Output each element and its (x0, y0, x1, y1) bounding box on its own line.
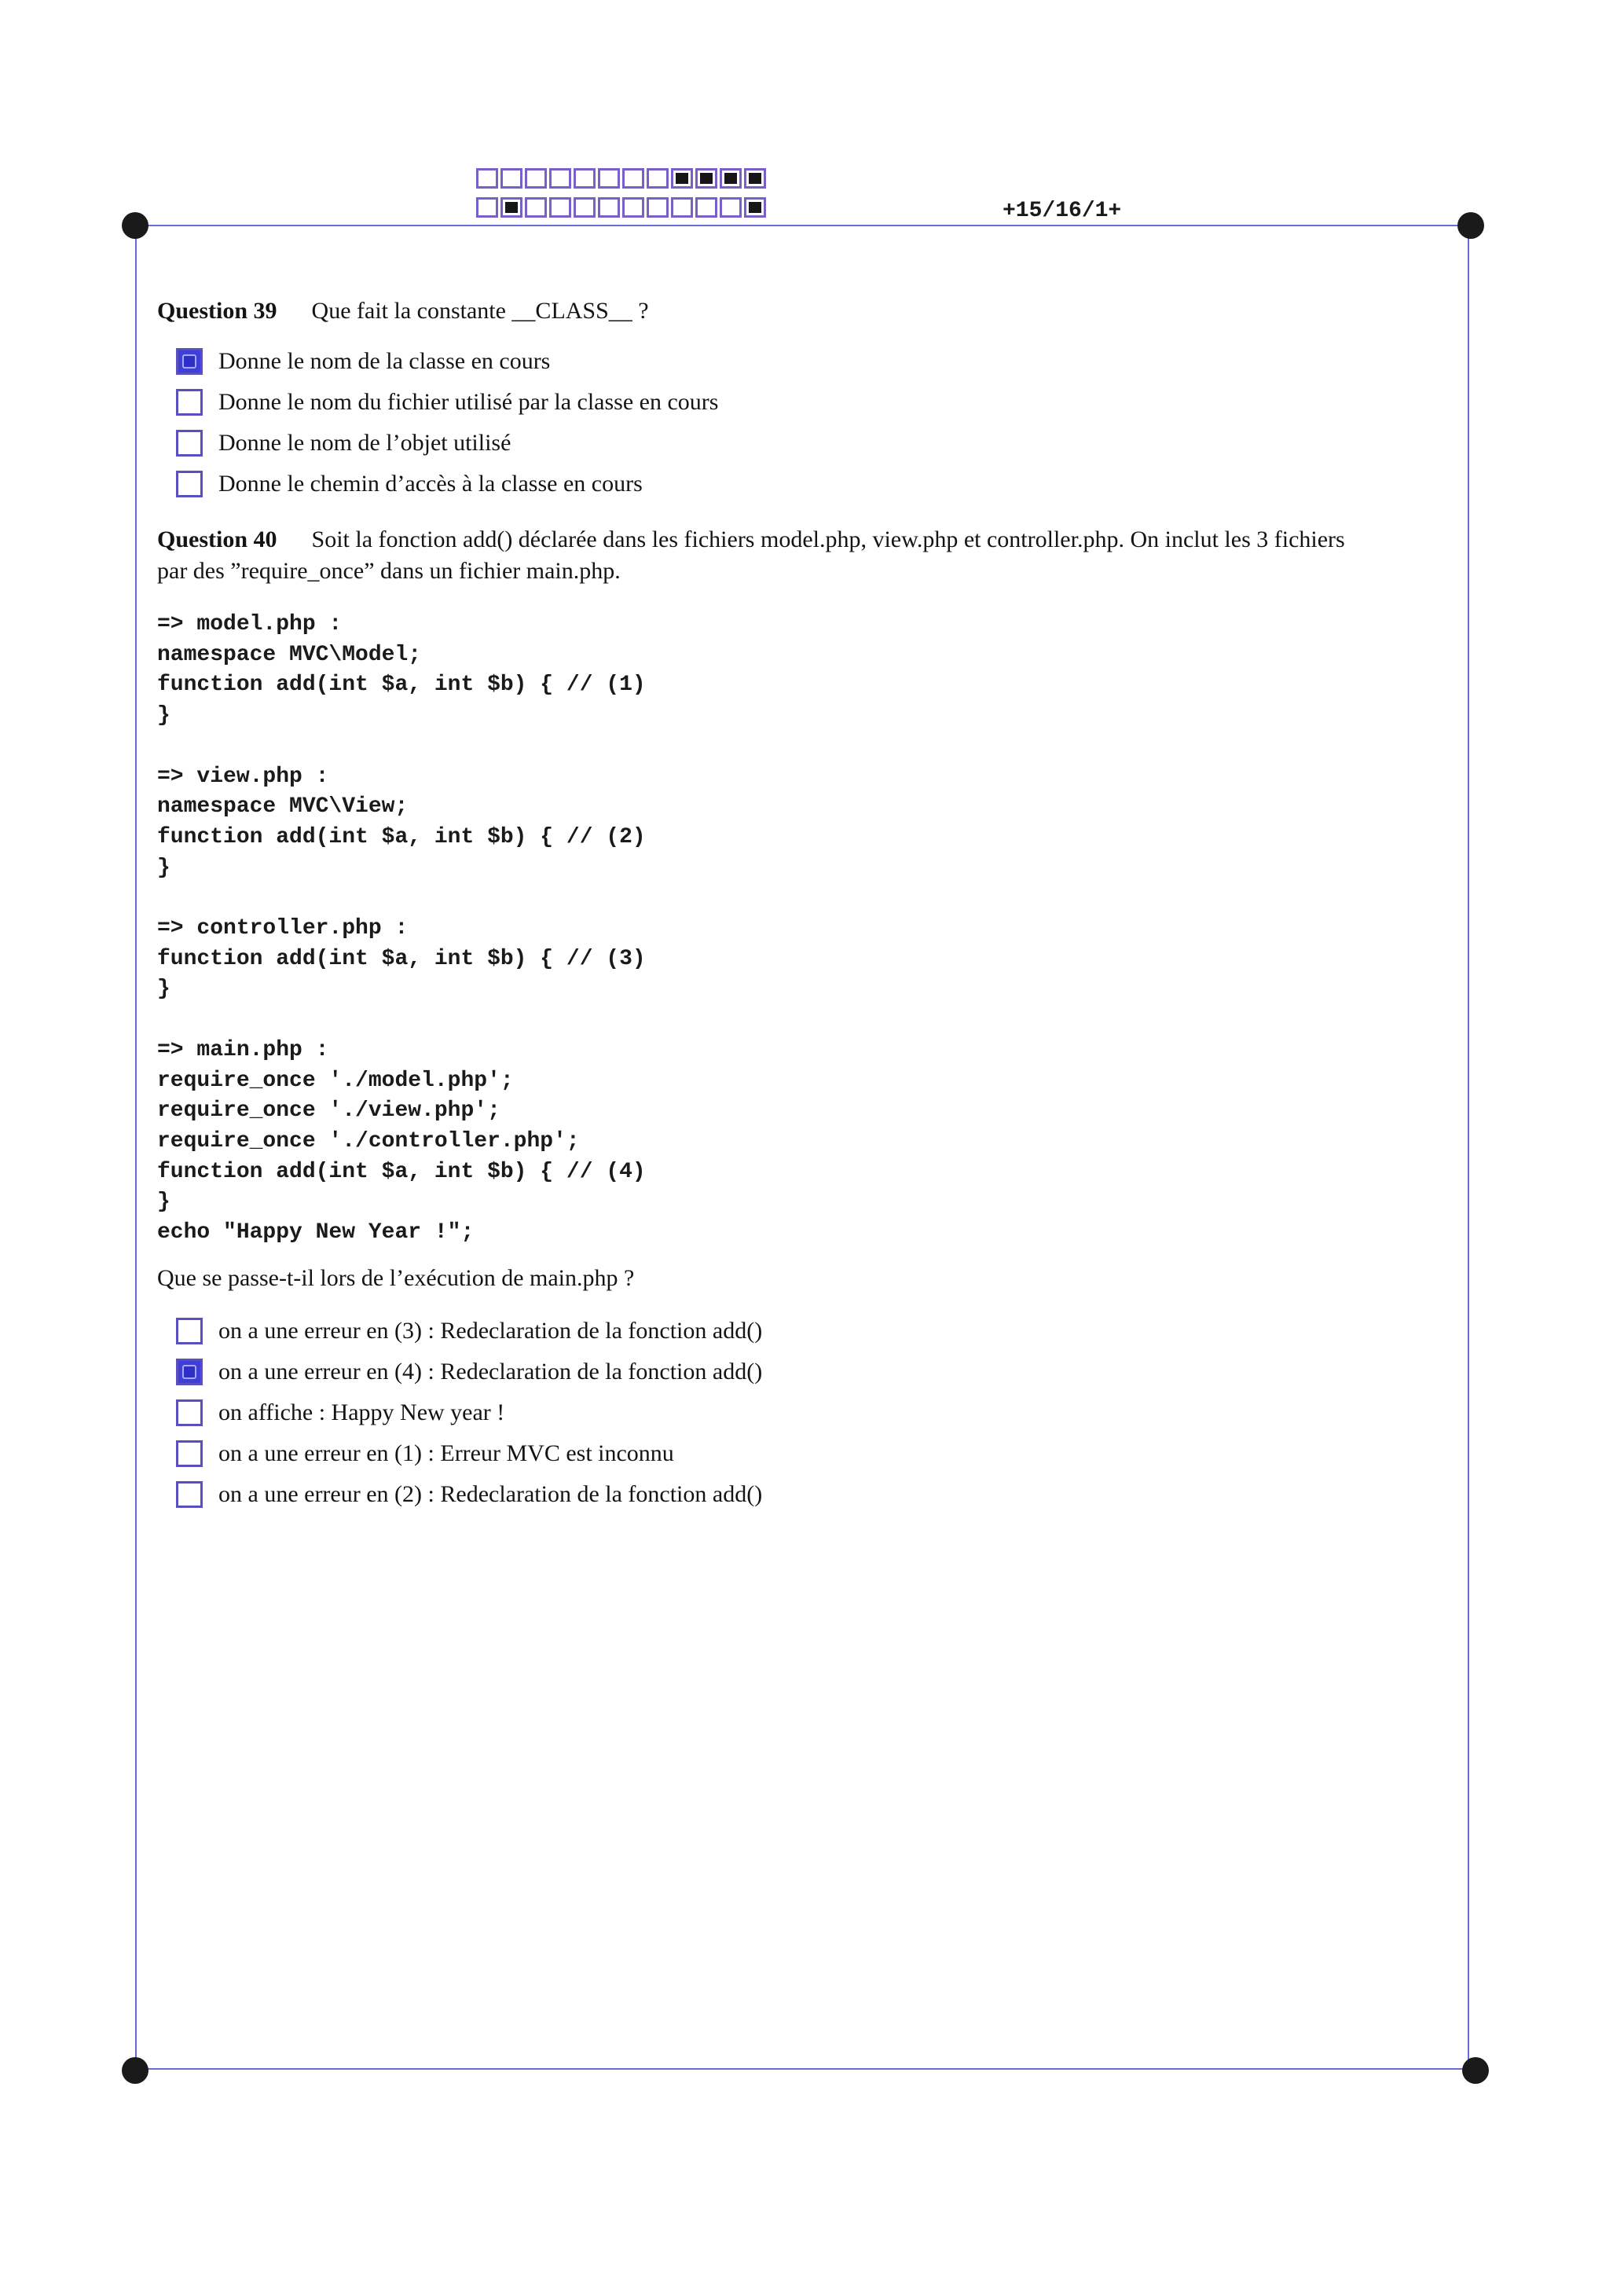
answer-text: on a une erreur en (2) : Redeclaration de la fonction add() (218, 1481, 763, 1507)
barcode-cell (500, 168, 522, 189)
question-40 (157, 524, 1454, 587)
checkbox[interactable] (176, 1481, 203, 1508)
barcode-cell (622, 197, 644, 218)
barcode-cell (695, 197, 717, 218)
barcode-cell (574, 168, 596, 189)
checkbox[interactable] (176, 389, 203, 416)
barcode-row-2 (476, 197, 768, 218)
barcode-cell (744, 197, 766, 218)
answer-text: on a une erreur en (4) : Redeclaration de la fonction add() (218, 1359, 763, 1385)
checkbox[interactable] (176, 471, 203, 497)
answer-text: Donne le chemin d’accès à la classe en cours (218, 471, 643, 497)
question-40-answers (176, 1311, 762, 1515)
barcode-cell (744, 168, 766, 189)
barcode-cell (476, 168, 498, 189)
answer-text: Donne le nom de l’objet utilisé (218, 430, 511, 456)
barcode-cell (598, 168, 620, 189)
answer-option[interactable] (176, 423, 718, 464)
question-label: Question 39 (157, 298, 277, 324)
barcode-cell (671, 168, 693, 189)
checkbox[interactable] (176, 430, 203, 457)
question-39 (157, 295, 1454, 327)
question-text-line-2: par des ”require_once” dans un fichier main.php. (157, 558, 621, 584)
code-block: => model.php : namespace MVC\Model; function add(int $a, int $b) { // (1) } => view.php : namespace MVC\View; function add(int $a, int $b) { // (2) } => controller.php : function add(int $a, int $b) { // (3) } => main.php : require_once './model.php'; require_once './view.php'; require_once './controller.php'; function add(int $a, int $b) { // (4) } echo "Happy New Year !"; (157, 612, 646, 1245)
corner-marker-bottom-left (122, 2057, 148, 2084)
barcode-cell (720, 197, 742, 218)
barcode-cell (647, 197, 669, 218)
barcode-cell (525, 197, 547, 218)
barcode-cell (525, 168, 547, 189)
answer-text: on affiche : Happy New year ! (218, 1399, 505, 1425)
question-prompt: Que se passe-t-il lors de l’exécution de main.php ? (157, 1265, 635, 1291)
barcode-cell (598, 197, 620, 218)
checkbox-checked[interactable] (176, 348, 203, 375)
answer-option[interactable] (176, 1474, 762, 1515)
checkbox[interactable] (176, 1440, 203, 1467)
question-39-answers (176, 341, 718, 504)
barcode-cell (647, 168, 669, 189)
question-text-line-1: Soit la fonction add() déclarée dans les fichiers model.php, view.php et controller.php. On inclut les 3 fichiers (311, 526, 1345, 552)
answer-option[interactable] (176, 1311, 762, 1352)
answer-option[interactable] (176, 382, 718, 423)
question-label: Question 40 (157, 526, 277, 552)
answer-option[interactable] (176, 341, 718, 382)
question-text: Que fait la constante __CLASS__ ? (311, 298, 649, 324)
checkbox[interactable] (176, 1318, 203, 1344)
answer-option[interactable] (176, 1392, 762, 1433)
barcode-cell (500, 197, 522, 218)
corner-marker-bottom-right (1462, 2057, 1489, 2084)
barcode-cell (622, 168, 644, 189)
page-id: +15/16/1+ (1003, 199, 1122, 223)
barcode-cell (549, 168, 571, 189)
barcode-cell (549, 197, 571, 218)
barcode-cell (671, 197, 693, 218)
checkbox-checked[interactable] (176, 1359, 203, 1385)
barcode-row-1 (476, 168, 768, 189)
barcode-cell (476, 197, 498, 218)
answer-text: Donne le nom de la classe en cours (218, 348, 551, 374)
answer-option[interactable] (176, 464, 718, 504)
answer-text: Donne le nom du fichier utilisé par la classe en cours (218, 389, 719, 415)
checkbox[interactable] (176, 1399, 203, 1426)
barcode-cell (574, 197, 596, 218)
answer-option[interactable] (176, 1352, 762, 1392)
corner-marker-top-left (122, 212, 148, 239)
barcode-cell (720, 168, 742, 189)
corner-marker-top-right (1457, 212, 1484, 239)
answer-text: on a une erreur en (3) : Redeclaration de la fonction add() (218, 1318, 763, 1344)
answer-text: on a une erreur en (1) : Erreur MVC est inconnu (218, 1440, 674, 1466)
barcode-cell (695, 168, 717, 189)
answer-option[interactable] (176, 1433, 762, 1474)
